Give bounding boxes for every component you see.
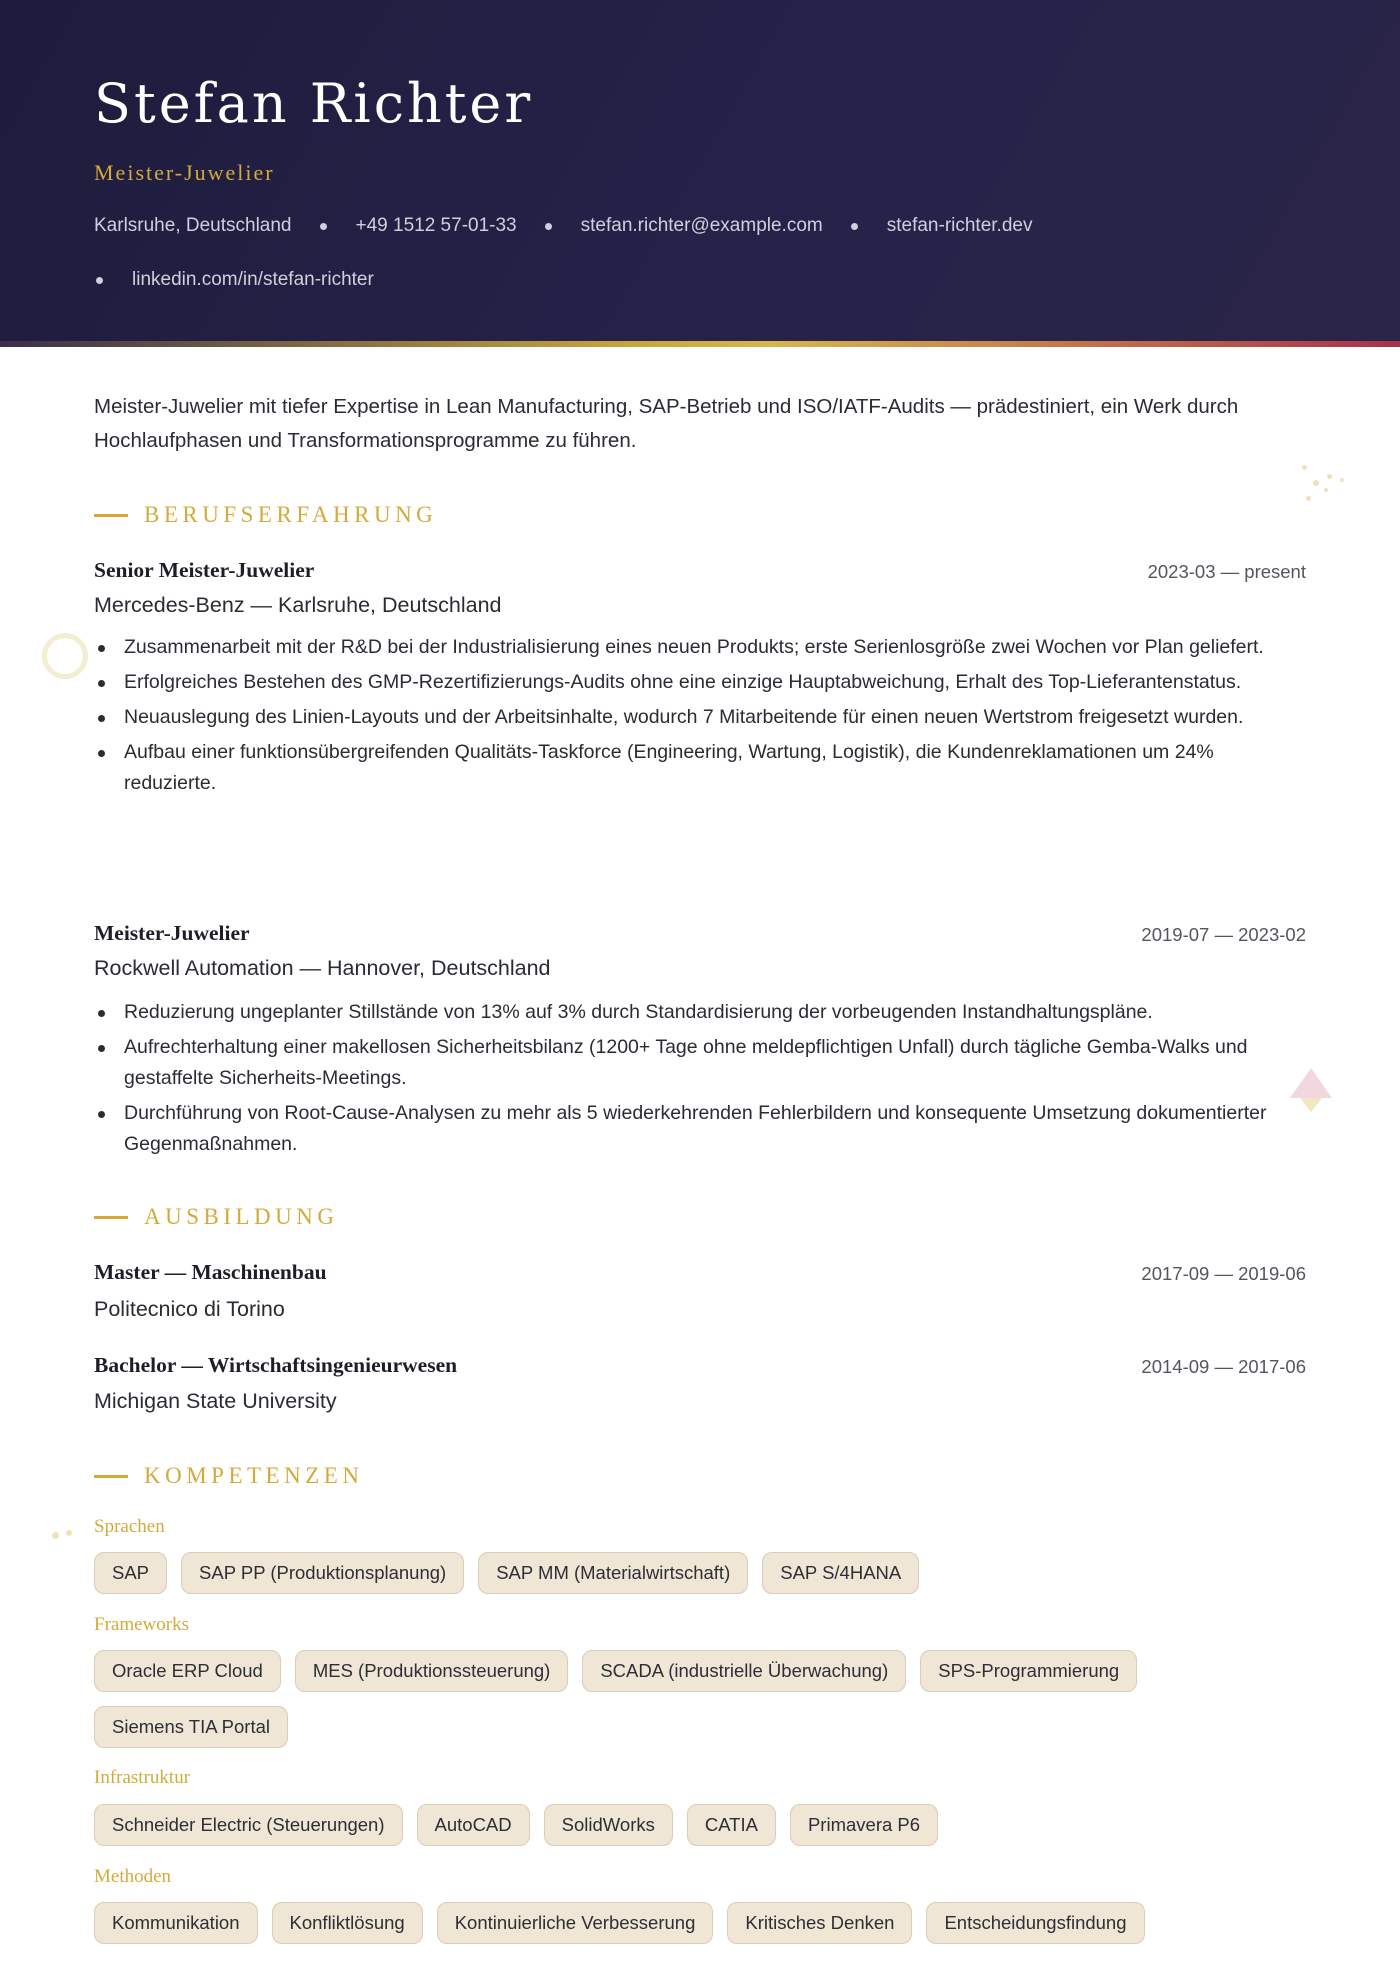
- separator-dot: [545, 223, 552, 230]
- separator-dot: [96, 277, 103, 284]
- list-item: Zusammenarbeit mit der R&D bei der Industrialisierung eines neuen Produkts; erste Serienlosgröße zwei Wochen vor Plan geliefert.: [94, 632, 1306, 663]
- contact-row: [94, 269, 374, 291]
- skill-chip: SAP MM (Materialwirtschaft): [478, 1552, 748, 1594]
- list-item: Erfolgreiches Bestehen des GMP-Rezertifizierungs-Audits ohne eine einzige Hauptabweichung, Erhalt des Top-Lieferantenstatus.: [94, 667, 1306, 698]
- list-item: Reduzierung ungeplanter Stillstände von 13% auf 3% durch Standardisierung der vorbeugenden Instandhaltungspläne.: [94, 997, 1306, 1028]
- job-title: Meister-Juwelier: [94, 921, 250, 945]
- job-dates: 2023-03 — present: [1147, 561, 1306, 582]
- skill-chips-languages: [94, 1552, 1306, 1594]
- skill-chip: SolidWorks: [544, 1804, 673, 1846]
- school-name: Politecnico di Torino: [94, 1297, 285, 1321]
- profile-summary: Meister-Juwelier mit tiefer Expertise in Lean Manufacturing, SAP-Betrieb und ISO/IATF-Audits — prädestiniert, ein Werk durch Hochlaufphasen und Transformationsprogramme zu führen.: [94, 395, 1239, 452]
- job-achievements: [94, 997, 1306, 1164]
- job-company: Rockwell Automation — Hannover, Deutschland: [94, 956, 551, 980]
- separator-dot: [320, 223, 327, 230]
- skill-group-label: Frameworks: [94, 1614, 189, 1635]
- degree-title: Bachelor — Wirtschaftsingenieurwesen: [94, 1353, 458, 1377]
- degree-title: Master — Maschinenbau: [94, 1260, 327, 1284]
- contact-location: Karlsruhe, Deutschland: [94, 215, 292, 236]
- section-accent-line: [94, 1475, 128, 1478]
- candidate-name: Stefan Richter: [94, 72, 534, 135]
- list-item: Neuauslegung des Linien-Layouts und der Arbeitsinhalte, wodurch 7 Mitarbeitende für einen neuen Wertstrom freigesetzt wurden.: [94, 702, 1306, 733]
- decorative-circle: [42, 633, 88, 679]
- header-divider: [0, 341, 1400, 347]
- skill-group-label: Methoden: [94, 1866, 172, 1887]
- skill-group-label: Infrastruktur: [94, 1767, 191, 1788]
- section-title-skills: KOMPETENZEN: [94, 1463, 363, 1489]
- list-item: Aufbau einer funktionsübergreifenden Qualitäts-Taskforce (Engineering, Wartung, Logistik), die Kundenreklamationen um 24% reduzierte.: [94, 737, 1306, 799]
- skill-chip: SAP PP (Produktionsplanung): [181, 1552, 464, 1594]
- separator-dot: [851, 223, 858, 230]
- candidate-role: Meister-Juwelier: [94, 160, 275, 185]
- skill-chip: MES (Produktionssteuerung): [295, 1650, 569, 1692]
- job-title: Senior Meister-Juwelier: [94, 558, 315, 582]
- contact-row: [94, 215, 1032, 237]
- skill-chip: SAP: [94, 1552, 167, 1594]
- skill-chips-infrastructure: [94, 1804, 1306, 1846]
- skill-chip: Oracle ERP Cloud: [94, 1650, 281, 1692]
- skill-chip: SPS-Programmierung: [920, 1650, 1137, 1692]
- skill-chip: SCADA (industrielle Überwachung): [582, 1650, 906, 1692]
- skill-chip: Primavera P6: [790, 1804, 938, 1846]
- degree-dates: 2017-09 — 2019-06: [1141, 1263, 1306, 1284]
- section-accent-line: [94, 514, 128, 517]
- contact-phone[interactable]: +49 1512 57-01-33: [355, 215, 517, 236]
- skill-chips-frameworks: [94, 1650, 1306, 1748]
- degree-dates: 2014-09 — 2017-06: [1141, 1356, 1306, 1377]
- contact-website[interactable]: stefan-richter.dev: [886, 215, 1033, 236]
- skill-chip: Konfliktlösung: [272, 1902, 423, 1944]
- skill-chip: Kritisches Denken: [727, 1902, 912, 1944]
- skill-group-label: Sprachen: [94, 1516, 165, 1537]
- section-accent-line: [94, 1216, 128, 1219]
- skill-chip: Schneider Electric (Steuerungen): [94, 1804, 403, 1846]
- skill-chip: SAP S/4HANA: [762, 1552, 919, 1594]
- list-item: Durchführung von Root-Cause-Analysen zu mehr als 5 wiederkehrenden Fehlerbildern und konsequente Umsetzung dokumentierter Gegenmaßnahmen.: [94, 1098, 1306, 1160]
- skill-chips-methods: [94, 1902, 1306, 1944]
- skill-chip: Entscheidungsfindung: [926, 1902, 1144, 1944]
- section-title-experience: BERUFSERFAHRUNG: [94, 502, 437, 528]
- skill-chip: Siemens TIA Portal: [94, 1706, 288, 1748]
- list-item: Aufrechterhaltung einer makellosen Sicherheitsbilanz (1200+ Tage ohne meldepflichtigen Unfall) durch tägliche Gemba-Walks und gestaffelte Sicherheits-Meetings.: [94, 1032, 1306, 1094]
- skill-chip: Kommunikation: [94, 1902, 258, 1944]
- job-company: Mercedes-Benz — Karlsruhe, Deutschland: [94, 593, 502, 617]
- school-name: Michigan State University: [94, 1389, 337, 1413]
- job-achievements: [94, 632, 1306, 803]
- skill-chip: AutoCAD: [417, 1804, 530, 1846]
- skill-chip: Kontinuierliche Verbesserung: [437, 1902, 714, 1944]
- contact-linkedin[interactable]: linkedin.com/in/stefan-richter: [132, 269, 374, 290]
- contact-email[interactable]: stefan.richter@example.com: [580, 215, 823, 236]
- skill-chip: CATIA: [687, 1804, 776, 1846]
- job-dates: 2019-07 — 2023-02: [1141, 924, 1306, 945]
- section-title-education: AUSBILDUNG: [94, 1204, 339, 1230]
